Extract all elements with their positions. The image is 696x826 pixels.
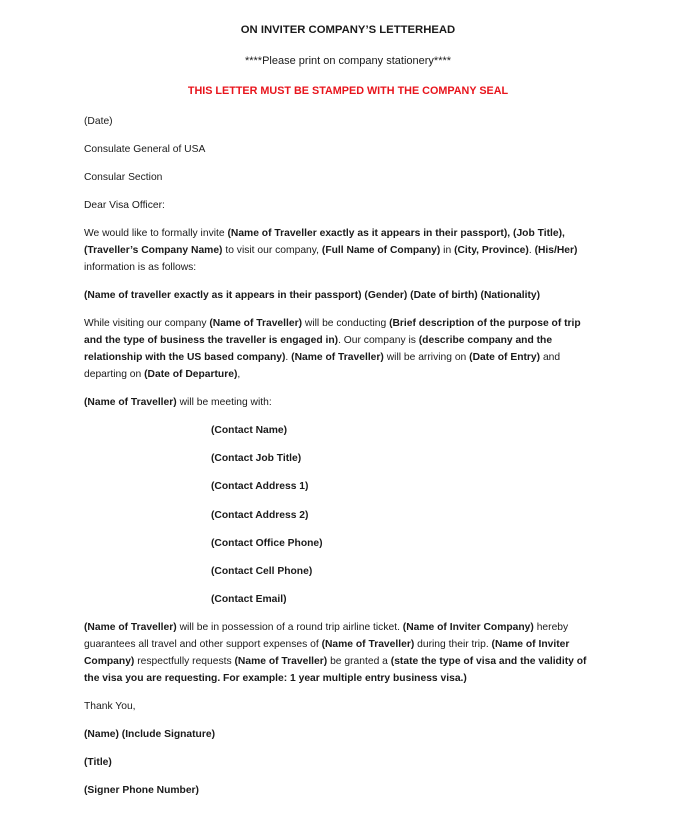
contact-job-title: (Contact Job Title) bbox=[211, 453, 302, 464]
paragraph-guarantee-l1: (Name of Traveller) will be in possession of a round trip airline ticket. (Name of Inviter Company) hereby bbox=[84, 622, 569, 633]
paragraph-purpose-l2: and the type of business the traveller is engaged in). Our company is (describe company and the bbox=[84, 335, 553, 346]
paragraph-invitation-l2: (Traveller’s Company Name) to visit our company, (Full Name of Company) in (City, Province). (His/Her) bbox=[84, 245, 578, 256]
paragraph-invitation-l3: information is as follows: bbox=[84, 262, 197, 273]
contact-office-phone: (Contact Office Phone) bbox=[211, 538, 323, 549]
contact-name: (Contact Name) bbox=[211, 425, 288, 436]
closing-thanks: Thank You, bbox=[84, 701, 136, 712]
contact-address-1: (Contact Address 1) bbox=[211, 481, 309, 492]
signer-title: (Title) bbox=[84, 757, 112, 768]
paragraph-guarantee-l2: guarantees all travel and other support expenses of (Name of Traveller) during their trip. (Name of Inviter bbox=[84, 639, 570, 650]
contact-address-2: (Contact Address 2) bbox=[211, 510, 309, 521]
paragraph-guarantee-l4: the visa you are requesting. For example: 1 year multiple entry business visa.) bbox=[84, 673, 467, 684]
letterhead-title: ON INVITER COMPANY’S LETTERHEAD bbox=[240, 24, 456, 36]
print-note: ****Please print on company stationery**** bbox=[244, 55, 452, 67]
signer-name: (Name) (Include Signature) bbox=[84, 729, 216, 740]
paragraph-purpose-l1: While visiting our company (Name of Traveller) will be conducting (Brief description of the purpose of trip bbox=[84, 318, 581, 329]
date-line: (Date) bbox=[84, 116, 113, 127]
paragraph-guarantee-l3: Company) respectfully requests (Name of Traveller) be granted a (state the type of visa and the validity of bbox=[84, 656, 587, 667]
salutation: Dear Visa Officer: bbox=[84, 200, 165, 211]
contact-email: (Contact Email) bbox=[211, 594, 287, 605]
signer-phone: (Signer Phone Number) bbox=[84, 785, 199, 796]
paragraph-invitation-l1: We would like to formally invite (Name of Traveller exactly as it appears in their passport), (Job Title), bbox=[84, 228, 565, 239]
section-line: Consular Section bbox=[84, 172, 163, 183]
meeting-with-line: (Name of Traveller) will be meeting with: bbox=[84, 397, 272, 408]
traveller-details: (Name of traveller exactly as it appears in their passport) (Gender) (Date of birth) (Nationality) bbox=[84, 290, 541, 301]
stamp-warning: THIS LETTER MUST BE STAMPED WITH THE COMPANY SEAL bbox=[187, 85, 509, 97]
contact-cell-phone: (Contact Cell Phone) bbox=[211, 566, 313, 577]
consulate-line: Consulate General of USA bbox=[84, 144, 206, 155]
paragraph-purpose-l4: departing on (Date of Departure), bbox=[84, 369, 241, 380]
paragraph-purpose-l3: relationship with the US based company). (Name of Traveller) will be arriving on (Date of Entry) and bbox=[84, 352, 561, 363]
